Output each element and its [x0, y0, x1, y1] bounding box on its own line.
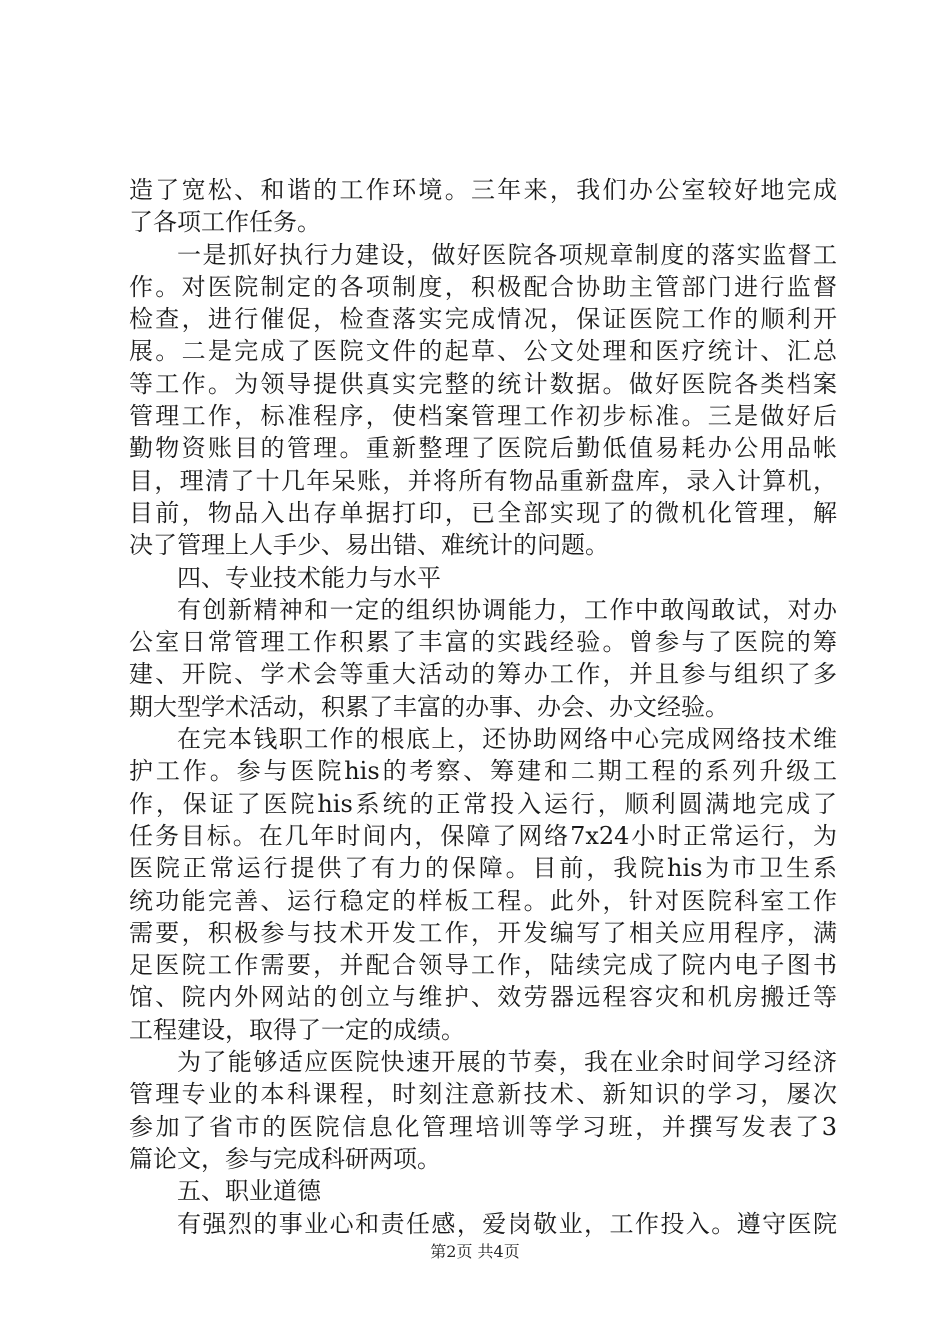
paragraph-start: 一是抓好执行力建设，做好医院各项规章制度的落实监督工: [177, 240, 837, 269]
text-line: 任务目标。在几年时间内，保障了网络7x24小时正常运行，为: [129, 821, 837, 850]
text-line: 展。二是完成了医院文件的起草、公文处理和医疗统计、汇总: [129, 337, 837, 366]
paragraph-start: 在完本钱职工作的根底上，还协助网络中心完成网络技术维: [177, 725, 837, 754]
text-line: 管理工作，标准程序，使档案管理工作初步标准。三是做好后: [129, 402, 837, 431]
text-line: 统功能完善、运行稳定的样板工程。此外，针对医院科室工作: [129, 886, 837, 915]
paragraph-start: 有创新精神和一定的组织协调能力，工作中敢闯敢试，对办: [177, 595, 837, 624]
text-line: 足医院工作需要，并配合领导工作，陆续完成了院内电子图书: [129, 951, 837, 980]
text-line: 公室日常管理工作积累了丰富的实践经验。曾参与了医院的筹: [129, 628, 837, 657]
text-line: 勤物资账目的管理。重新整理了医院后勤低值易耗办公用品帐: [129, 434, 837, 463]
text-line: 检查，进行催促，检查落实完成情况，保证医院工作的顺利开: [129, 305, 837, 334]
section-heading: 五、职业道德: [177, 1177, 321, 1206]
text-line: 参加了省市的医院信息化管理培训等学习班，并撰写发表了3: [129, 1112, 837, 1141]
text-line: 建、开院、学术会等重大活动的筹办工作，并且参与组织了多: [129, 660, 837, 689]
paragraph-start: 为了能够适应医院快速开展的节奏，我在业余时间学习经济: [177, 1048, 837, 1077]
paragraph-start: 有强烈的事业心和责任感，爱岗敬业，工作投入。遵守医院: [177, 1209, 837, 1238]
text-line: 决了管理上人手少、易出错、难统计的问题。: [129, 531, 609, 560]
text-line: 管理专业的本科课程，时刻注意新技术、新知识的学习，屡次: [129, 1080, 837, 1109]
text-line: 需要，积极参与技术开发工作，开发编写了相关应用程序，满: [129, 918, 837, 947]
text-line: 护工作。参与医院his的考察、筹建和二期工程的系列升级工: [129, 757, 837, 786]
page-number-footer: 第2页 共4页: [430, 1242, 520, 1261]
text-line: 篇论文，参与完成科研两项。: [129, 1144, 441, 1173]
document-body: [129, 174, 837, 1240]
text-line: 作。对医院制定的各项制度，积极配合协助主管部门进行监督: [129, 272, 837, 301]
text-line: 期大型学术活动，积累了丰富的办事、办会、办文经验。: [129, 692, 729, 721]
text-line: 了各项工作任务。: [129, 208, 321, 237]
text-line: 造了宽松、和谐的工作环境。三年来，我们办公室较好地完成: [129, 176, 837, 204]
text-line: 作，保证了医院his系统的正常投入运行，顺利圆满地完成了: [129, 789, 837, 818]
text-line: 馆、院内外网站的创立与维护、效劳器远程容灾和机房搬迁等: [129, 983, 837, 1012]
text-line: 工程建设，取得了一定的成绩。: [129, 1015, 465, 1044]
text-line: 目，理清了十几年呆账，并将所有物品重新盘库，录入计算机，: [129, 466, 837, 495]
text-line: 目前，物品入出存单据打印，已全部实现了的微机化管理，解: [129, 498, 837, 527]
text-line: 医院正常运行提供了有力的保障。目前，我院his为市卫生系: [129, 854, 837, 883]
text-line: 等工作。为领导提供真实完整的统计数据。做好医院各类档案: [129, 369, 837, 398]
section-heading: 四、专业技术能力与水平: [177, 563, 441, 592]
